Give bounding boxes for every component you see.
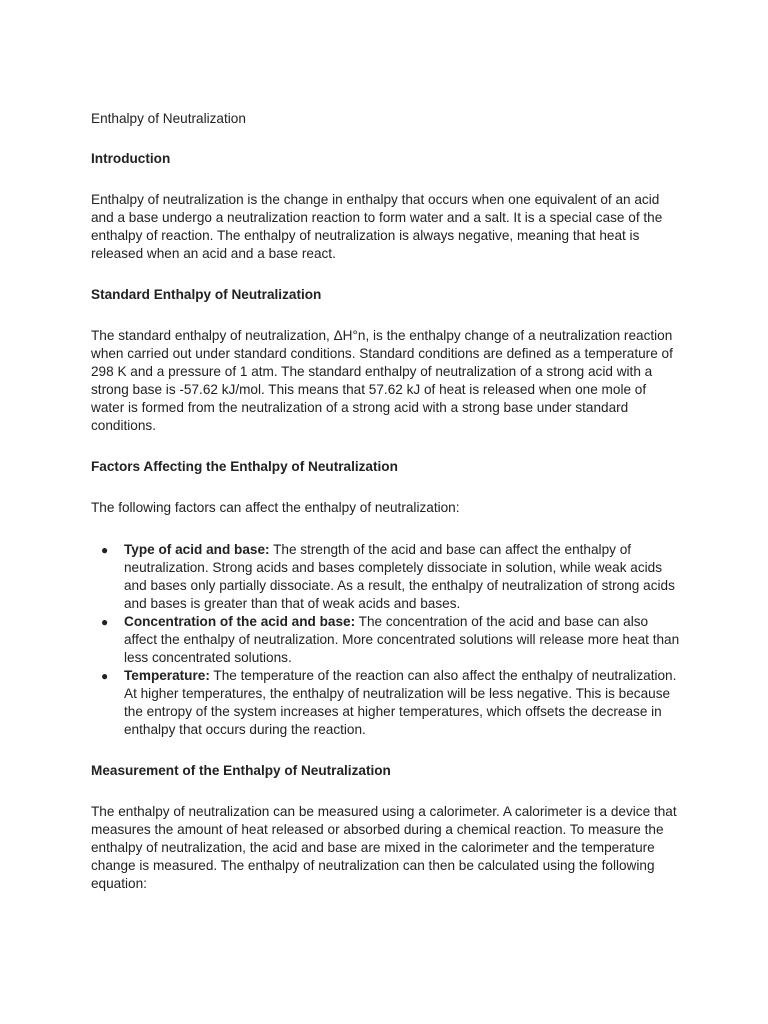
bullet-icon: ● [101, 615, 109, 629]
list-item [91, 613, 683, 667]
section-heading-introduction: Introduction [91, 151, 171, 166]
bullet-icon: ● [101, 543, 109, 557]
factor-description: The strength of the acid and base can affect the enthalpy of neutralization. Strong acids and bases completely dissociate in solution, while weak acids and bases only partially dissociate. As a result, the enthalpy of neutralization of strong acids and bases is greater than that of weak acids and bases. [124, 542, 675, 611]
list-item [91, 541, 683, 613]
section-heading-standard-enthalpy: Standard Enthalpy of Neutralization [91, 287, 322, 302]
factors-intro-paragraph: The following factors can affect the enthalpy of neutralization: [91, 500, 460, 515]
factor-description: The temperature of the reaction can also affect the enthalpy of neutralization. At higher temperatures, the enthalpy of neutralization will be less negative. This is because the entropy of the system increases at higher temperatures, which offsets the decrease in enthalpy that occurs during the reaction. [124, 668, 677, 737]
list-item [91, 667, 683, 739]
factor-term: Temperature: [124, 668, 210, 683]
factor-description: The concentration of the acid and base can also affect the enthalpy of neutralization. More concentrated solutions will release more heat than less concentrated solutions. [124, 614, 680, 665]
document-title: Enthalpy of Neutralization [91, 111, 246, 126]
document-content [91, 110, 683, 893]
bullet-icon: ● [101, 669, 109, 683]
standard-enthalpy-paragraph: The standard enthalpy of neutralization, ΔH°n, is the enthalpy change of a neutralization reaction when carried out under standard conditions. Standard conditions are defined as a temperature of 298 K and a pressure of 1 atm. The standard enthalpy of neutralization of a strong acid with a strong base is -57.62 kJ/mol. This means that 57.62 kJ of heat is released when one mole of water is formed from the neutralization of a strong acid with a strong base under standard conditions. [91, 328, 673, 433]
section-heading-factors: Factors Affecting the Enthalpy of Neutralization [91, 459, 398, 474]
factor-term: Type of acid and base: [124, 542, 270, 557]
factors-list [91, 541, 683, 739]
section-heading-measurement: Measurement of the Enthalpy of Neutralization [91, 763, 391, 778]
factor-term: Concentration of the acid and base: [124, 614, 356, 629]
introduction-paragraph: Enthalpy of neutralization is the change in enthalpy that occurs when one equivalent of an acid and a base undergo a neutralization reaction to form water and a salt. It is a special case of the enthalpy of reaction. The enthalpy of neutralization is always negative, meaning that heat is released when an acid and a base react. [91, 192, 663, 261]
measurement-paragraph: The enthalpy of neutralization can be measured using a calorimeter. A calorimeter is a device that measures the amount of heat released or absorbed during a chemical reaction. To measure the enthalpy of neutralization, the acid and base are mixed in the calorimeter and the temperature change is measured. The enthalpy of neutralization can then be calculated using the following equation: [91, 804, 677, 891]
